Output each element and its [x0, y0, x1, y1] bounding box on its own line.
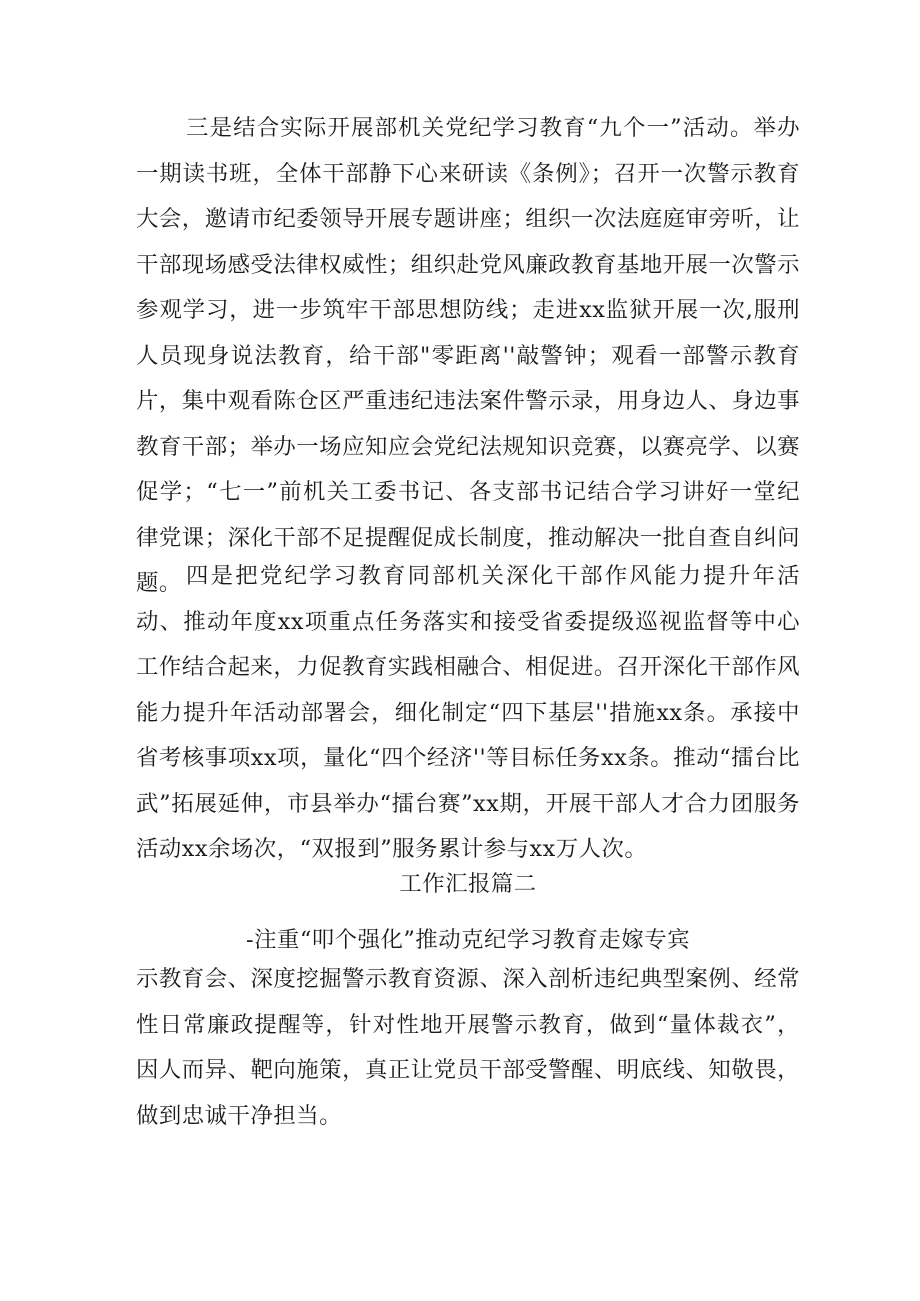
section-subtitle: -注重“叩个强化”推动克纪学习教育走嫁专宾: [246, 927, 690, 953]
paragraph-activities: 三是结合实际开展部机关党纪学习教育“九个一”活动。举办一期读书班，全体干部静下心来研读《条例》；召开一次警示教育大会，邀请市纪委领导开展专题讲座；组织一次法庭庭审旁听，让干部现场感受法律权威性；组织赴党风廉政教育基地开展一次警示参观学习，进一步筑牢干部思想防线；走进xx监狱开展一次,服刑人员现身说法教育，给干部"零距离''敲警钟；观看一部警示教育片，集中观看陈仓区严重违纪违法案件警示录，用身边人、身边事教育干部；举办一场应知应会党纪法规知识竞赛，以赛亮学、以赛促学；“七一”前机关工委书记、各支部书记结合学习讲好一堂纪律党课；深化干部不足提醒促成长制度，推动解决一批自查自纠问题。: [136, 115, 800, 596]
section-heading: 工作汇报篇二: [399, 871, 537, 897]
paragraph-integration: 四是把党纪学习教育同部机关深化干部作风能力提升年活动、推动年度xx项重点任务落实和接受省委提级巡视监督等中心工作结合起来，力促教育实践相融合、相促进。召开深化干部作风能力提升年活动部署会，细化制定“四下基层''措施xx条。承接中省考核事项xx项，量化“四个经济''等目标任务xx条。推动“擂台比武”拓展延伸，市县举办“擂台赛”xx期，开展干部人才合力团服务活动xx余场次，“双报到”服务累计参与xx万人次。: [136, 563, 800, 862]
paragraph-warning-education: 示教育会、深度挖掘警示教育资源、深入剖析违纪典型案例、经常性日常廉政提醒等，针对性地开展警示教育，做到“量体裁衣”，因人而异、靶向施策，真正让党员干部受警醒、明底线、知敬畏，做到忠诚干净担当。: [136, 966, 800, 1129]
